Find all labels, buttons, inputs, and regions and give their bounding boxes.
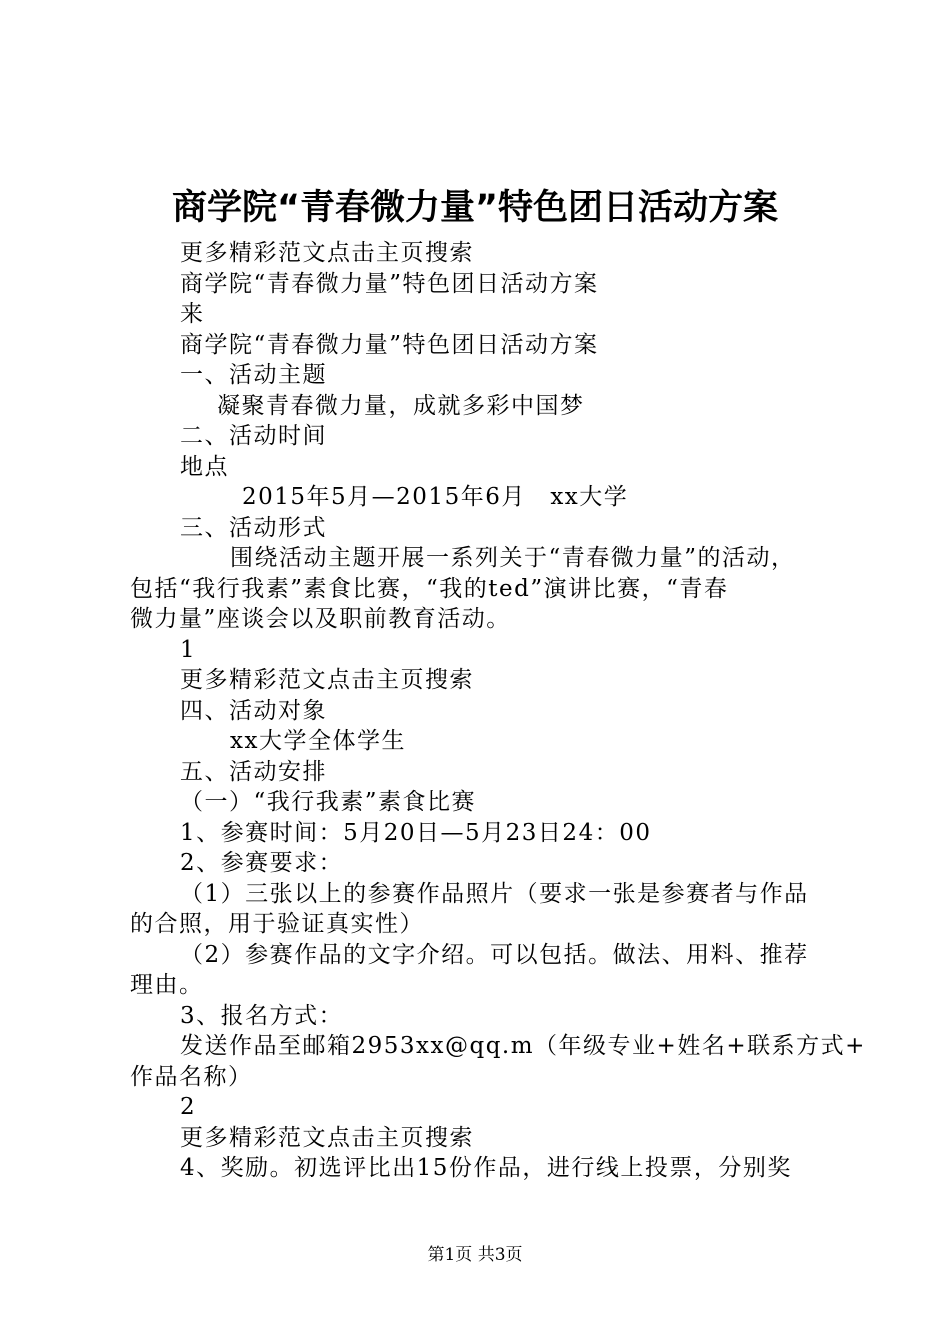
search-promo-text: 更多精彩范文点击主页搜索 — [180, 1125, 474, 1151]
page-footer: 第1页 共3页 — [427, 1245, 523, 1265]
subsection-heading: （一）“我行我素”素食比赛 — [180, 789, 477, 815]
page-title: 商学院“青春微力量”特色团日活动方案 — [171, 188, 778, 228]
search-promo-text: 更多精彩范文点击主页搜索 — [180, 240, 474, 266]
section-heading-theme: 一、活动主题 — [180, 362, 327, 388]
format-paragraph-line: 微力量”座谈会以及职前教育活动。 — [130, 606, 511, 632]
requirement-line: （1）三张以上的参赛作品照片（要求一张是参赛者与作品 — [180, 881, 809, 907]
list-item: 1、参赛时间：5月20日—5月23日24：00 — [180, 820, 652, 846]
doc-subtitle-repeat: 商学院“青春微力量”特色团日活动方案 — [180, 332, 599, 358]
theme-text: 凝聚青春微力量，成就多彩中国梦 — [217, 393, 585, 419]
page-marker: 2 — [180, 1094, 197, 1120]
section-heading-format: 三、活动形式 — [180, 515, 327, 541]
requirement-line: 理由。 — [130, 972, 204, 998]
registration-line: 作品名称） — [130, 1064, 253, 1090]
list-item: 2、参赛要求： — [180, 850, 344, 876]
source-label: 来 — [180, 301, 205, 327]
search-promo-text: 更多精彩范文点击主页搜索 — [180, 667, 474, 693]
audience-text: xx大学全体学生 — [230, 728, 406, 754]
registration-line: 发送作品至邮箱2953xx@qq.m（年级专业+姓名+联系方式+ — [180, 1033, 866, 1059]
section-heading-schedule: 五、活动安排 — [180, 759, 327, 785]
doc-subtitle: 商学院“青春微力量”特色团日活动方案 — [180, 271, 599, 297]
requirement-line: 的合照，用于验证真实性） — [130, 911, 424, 937]
page-marker: 1 — [180, 637, 197, 663]
format-paragraph-line: 包括“我行我素”素食比赛，“我的ted”演讲比赛，“青春 — [130, 576, 729, 602]
location-label: 地点 — [180, 454, 229, 480]
section-heading-time: 二、活动时间 — [180, 423, 327, 449]
time-location-text: 2015年5月—2015年6月 xx大学 — [242, 484, 629, 510]
section-heading-audience: 四、活动对象 — [180, 698, 327, 724]
requirement-line: （2）参赛作品的文字介绍。可以包括。做法、用料、推荐 — [180, 942, 809, 968]
list-item: 3、报名方式： — [180, 1003, 344, 1029]
format-paragraph-line: 围绕活动主题开展一系列关于“青春微力量”的活动， — [230, 545, 796, 571]
list-item: 4、奖励。初选评比出15份作品，进行线上投票，分别奖 — [180, 1155, 792, 1181]
